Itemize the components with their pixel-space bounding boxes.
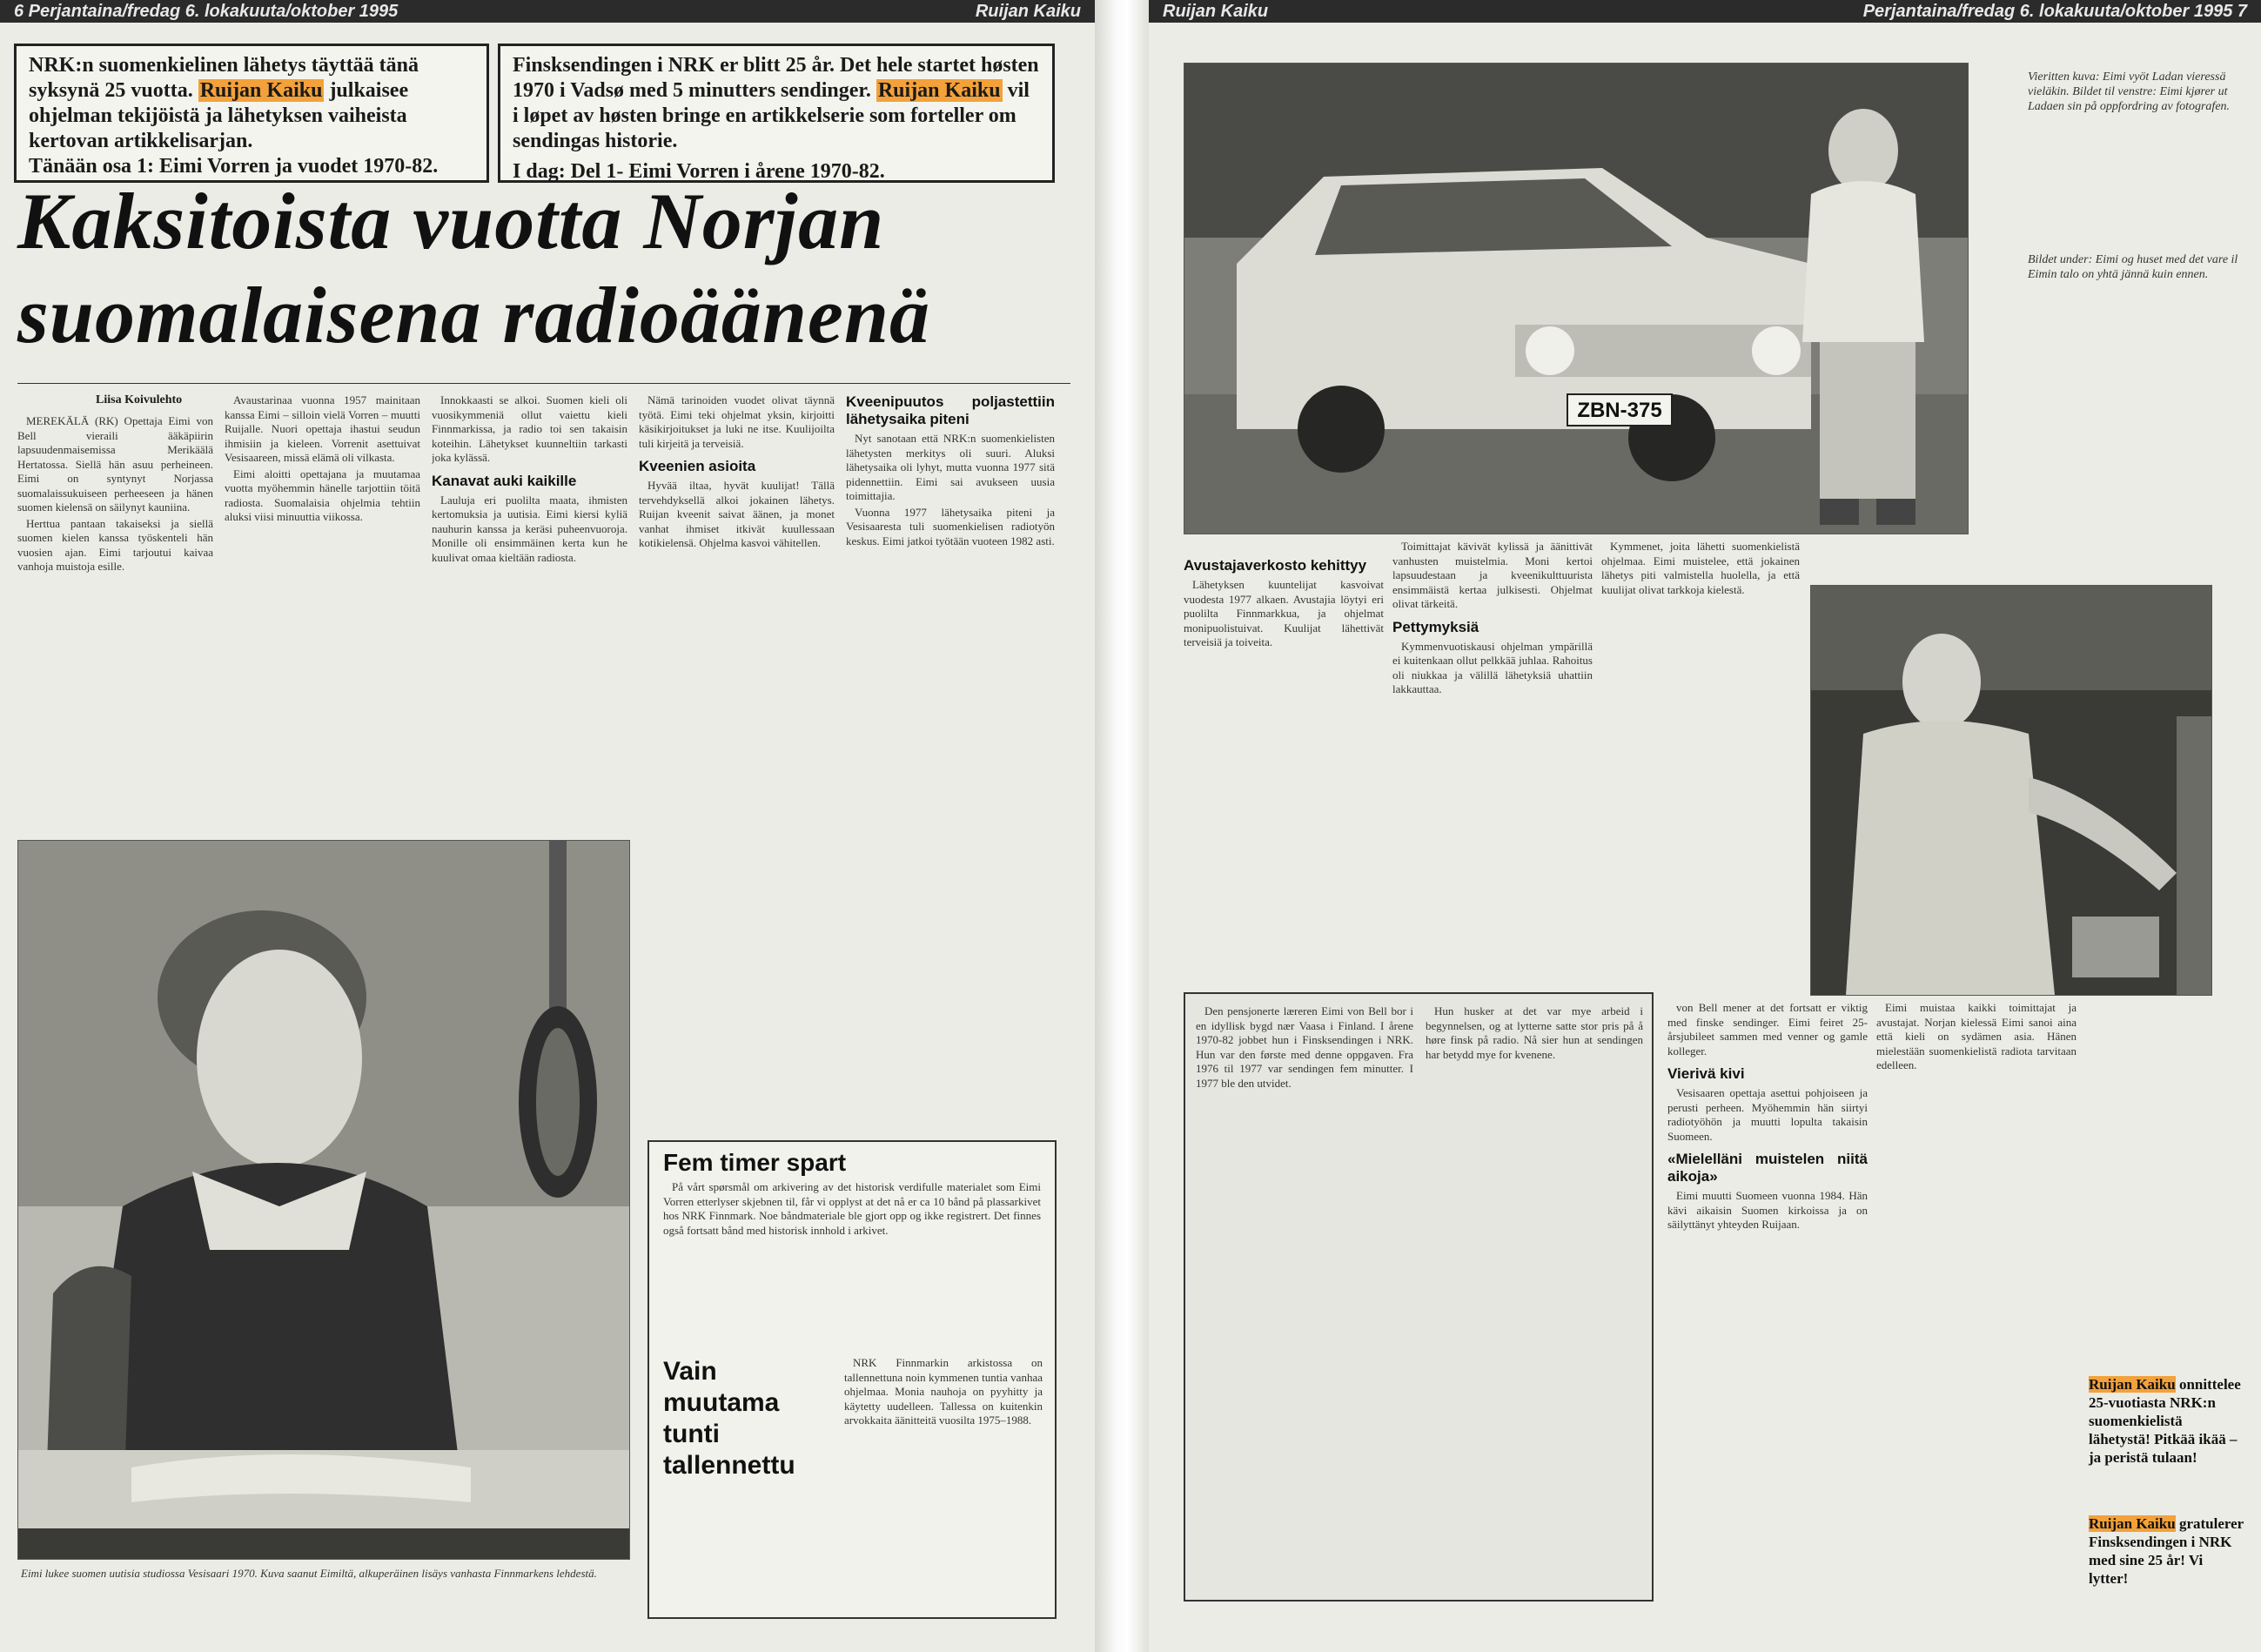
summary-paragraph: Den pensjonerte læreren Eimi von Bell bor i en idyllisk bygd nær Vaasa i Finland. I årene 1970-82 jobbet hun i Finsksendingen i NRK. Hun var den første med denne oppgaven. Fra 1976 til 1977 var sendingen fem minutter. I 1977 ble den utvidet. xyxy=(1196,1004,1413,1090)
right-column-5 xyxy=(1876,1001,2076,1610)
intro-box-norwegian xyxy=(498,44,1055,183)
woman-at-house-image xyxy=(1811,586,2211,995)
article-column-4 xyxy=(639,393,835,1116)
congrats-finnish xyxy=(2089,1375,2245,1467)
article-column-3 xyxy=(432,393,627,823)
article-paragraph: Herttua pantaan takaiseksi ja siellä suomen kielen kanssa työskenteli hän vuosien ajan. Eimi tarjoutui kaivaa vanhoja muistoja esille. xyxy=(17,516,213,573)
summary-box-column-1 xyxy=(1196,1004,1413,1588)
article-paragraph: von Bell mener at det fortsatt er viktig med finske sendinger. Eimi feiret 25-årsjubileet sammen med venner og gamle kolleger. xyxy=(1667,1001,1868,1058)
intro-fi-text-2: julkaisee ohjelman tekijöistä ja lähetyksen vaiheista kertovan artikkelisarjan. xyxy=(29,79,409,152)
norwegian-summary-box xyxy=(1184,992,1654,1602)
article-paragraph: Vuonna 1977 lähetysaika piteni ja Vesisaaresta tuli suomenkielisen radiotyön keskus. Eimi jatkoi työtään vuoteen 1982 asti. xyxy=(846,505,1055,547)
subheading: Kveenipuutos poljastettiin lähetysaika piteni xyxy=(846,393,1055,427)
side-box-body xyxy=(649,1180,1055,1346)
article-paragraph: Eimi muistaa kaikki toimittajat ja avustajat. Norjan kielessä Eimi sanoi aina että kieli on sydämen asia. Hänen mielestään suomenkielistä radiota tarvitaan edelleen. xyxy=(1876,1001,2076,1071)
congrats-no-brand: Ruijan Kaiku xyxy=(2089,1515,2176,1532)
headline-line-1: Kaksitoista vuotta Norjan xyxy=(17,177,885,265)
subheading: «Mielelläni muistelen niitä aikoja» xyxy=(1667,1151,1868,1185)
right-column-2 xyxy=(1392,540,1593,992)
right-page xyxy=(1149,0,2261,1652)
left-running-head xyxy=(0,0,1095,23)
side-box xyxy=(647,1140,1057,1619)
subheading: Pettymyksiä xyxy=(1392,618,1479,635)
article-paragraph: Lauluja eri puolilta maata, ihmisten kertomuksia ja uutisia. Eimi kiersi kyliä nauhurin kanssa ja keräsi puheenvuoroja. Monille oli ensimmäinen kerta kun he kuulivat omaa kieltään radiosta. xyxy=(432,493,627,564)
intro-no-today: I dag: Del 1- Eimi Vorren i årene 1970-82. xyxy=(513,160,885,183)
headline xyxy=(17,174,1079,362)
article-column-2 xyxy=(225,393,420,823)
photo-caption: Eimi lukee suomen uutisia studiossa Vesisaari 1970. Kuva saanut Eimiltä, alkuperäinen lisäys vanhasta Finnmarkens lehdestä. xyxy=(21,1567,597,1580)
right-column-4 xyxy=(1667,1001,1868,1610)
right-running-head xyxy=(1149,0,2261,23)
article-paragraph: Kymmenvuotiskausi ohjelman ympärillä ei kuitenkaan ollut pelkkää juhlaa. Rahoitus oli niukkaa ja välillä lähetyksiä uhattiin lakkauttaa. xyxy=(1392,639,1593,695)
right-running-head-date: Perjantaina/fredag 6. lokakuuta/oktober 1995 7 xyxy=(1862,2,2247,21)
side-box-title: Fem timer spart xyxy=(663,1149,847,1176)
article-paragraph: Hyvää iltaa, hyvät kuulijat! Tällä tervehdyksellä alkoi jokainen lähetys. Ruijan kveenit saivat äänen, ja monet vanhat ihmiset itkivät kuullessaan kotikielensä. Ohjelma kasvoi vähitellen. xyxy=(639,479,835,549)
top-caption-2: Bildet under: Eimi og huset med det vare il Eimin talo on yhtä jännä kuin ennen. xyxy=(2028,253,2238,281)
congrats-fi-brand: Ruijan Kaiku xyxy=(2089,1376,2176,1393)
subheading: Avustajaverkosto kehittyy xyxy=(1184,557,1367,574)
article-paragraph: Innokkaasti se alkoi. Suomen kieli oli vuosikymmeniä ollut vaiettu kieli Finnmarkissa, ja radio toi sen takaisin koteihin. Lähetykset kuunneltiin tarkasti joka kylässä. xyxy=(432,393,627,464)
article-paragraph: Avaustarinaa vuonna 1957 mainitaan kanssa Eimi – silloin vielä Vorren – muutti Ruijalle. Nuori opettaja ihastui seudun ihmisiin ja kieleen. Vorrenit asettuivat Vesisaareen, missä elämä oli vilkasta. xyxy=(225,393,420,464)
article-paragraph: MEREKÄLÄ (RK) Opettaja Eimi von Bell vieraili ääkäpiirin lapsuudenmaisemissa Merikäälä Hertatossa. Siellä hän asuu perheineen. Eimi on syntynyt Norjassa suomalaissukuiseen perheeseen ja hänen suomen kielensä on säilynyt kauniina. xyxy=(17,414,213,514)
side-box-paragraph: NRK Finnmarkin arkistossa on tallennettuna noin kymmenen tuntia vanhaa ohjelmaa. Monia nauhoja on pyyhitty ja käytetty uudelleen. Tallessa on kuitenkin arvokkaita äänitteitä vuosilta 1975–1988. xyxy=(844,1356,1043,1427)
studio-photo xyxy=(17,840,630,1560)
article-paragraph: Kymmenet, joita lähetti suomenkielistä ohjelmaa. Eimi muistelee, että jokainen lähetys piti valmistella huolella, ja että kuulijat olivat tarkkoja kielestä. xyxy=(1601,540,1800,596)
left-running-head-brand: Ruijan Kaiku xyxy=(975,2,1081,21)
article-column-5 xyxy=(846,393,1055,1116)
left-running-head-date: 6 Perjantaina/fredag 6. lokakuuta/oktober 1995 xyxy=(14,2,399,21)
article-paragraph: Nämä tarinoiden vuodet olivat täynnä työtä. Eimi teki ohjelmat yksin, kirjoitti käsikirjoitukset ja luki ne itse. Kuulijoilta tuli kirjeitä ja terveisiä. xyxy=(639,393,835,450)
subheading: Kveenien asioita xyxy=(639,458,756,474)
headline-rule xyxy=(17,383,1070,384)
summary-box-column-2 xyxy=(1426,1004,1643,1588)
right-running-head-brand: Ruijan Kaiku xyxy=(1163,2,1269,21)
article-column-1 xyxy=(17,414,213,823)
right-column-3 xyxy=(1601,540,1800,992)
right-column-1 xyxy=(1184,557,1384,992)
congrats-fi-text: onnittelee 25-vuotiasta NRK:n suomenkielistä lähetystä! Pitkää ikää – ja peristä tulaan! xyxy=(2089,1376,2241,1466)
intro-no-brand: Ruijan Kaiku xyxy=(877,79,1001,102)
intro-fi-today: Tänään osa 1: Eimi Vorren ja vuodet 1970-82. xyxy=(29,155,439,178)
summary-paragraph: Hun husker at det var mye arbeid i begynnelsen, og at lytterne satte stor pris på å høre finsk på radio. Nå sier hun at sendingen har betydd mye for kvenene. xyxy=(1426,1004,1643,1061)
woman-with-car-image xyxy=(1184,64,1968,534)
car-photo xyxy=(1184,63,1969,534)
spine-gutter xyxy=(1095,0,1149,1652)
subheading: Vierivä kivi xyxy=(1667,1065,1745,1082)
house-photo xyxy=(1810,585,2212,996)
side-box-paragraph: På vårt spørsmål om arkivering av det historisk verdifulle materialet som Eimi Vorren etterlyser skjebnen til, får vi opplyst at det nå er ca 10 bånd på plassarkivet hos NRK Finnmark. Noe båndmateriale ble gjort opp og ikke registrert. Det finnes også fortsatt bånd med historisk innhold i arkivet. xyxy=(663,1180,1041,1237)
congrats-no-text: gratulerer Finsksendingen i NRK med sine 25 år! Vi lytter! xyxy=(2089,1515,2244,1587)
article-paragraph: Vesisaaren opettaja asettui pohjoiseen ja perusti perheen. Myöhemmin hän siirtyi radiotyöhön ja muutti lopulta takaisin Suomeen. xyxy=(1667,1086,1868,1143)
intro-fi-brand: Ruijan Kaiku xyxy=(199,79,323,102)
side-box-subtitle: Vain muutama tunti tallennettu xyxy=(663,1357,795,1480)
top-caption-1: Vieritten kuva: Eimi vyöt Ladan vieressä vieläkin. Bildet til venstre: Eimi kjører ut Ladaen sin på oppfordring av fotografen. xyxy=(2028,71,2231,113)
article-paragraph: Toimittajat kävivät kylissä ja äänittivät vanhusten muistelmia. Moni kertoi lapsuudestaan ja kveenikulttuurista ensimmäistä kertaa julkisesti. Ohjelmat olivat tärkeitä. xyxy=(1392,540,1593,610)
license-plate: ZBN-375 xyxy=(1577,399,1662,422)
article-paragraph: Eimi muutti Suomeen vuonna 1984. Hän kävi aikaisin Suomen kirkoissa ja on säilyttänyt yhteyden Ruijaan. xyxy=(1667,1189,1868,1231)
byline: Liisa Koivulehto xyxy=(96,393,183,406)
congrats-norwegian xyxy=(2089,1514,2245,1588)
headline-line-2: suomalaisena radioäänenä xyxy=(17,271,930,359)
intro-box-finnish xyxy=(14,44,489,183)
woman-at-studio-image xyxy=(18,841,629,1559)
article-paragraph: Nyt sanotaan että NRK:n suomenkielisten lähetysten merkitys oli suuri. Aluksi lähetysaika oli lyhyt, mutta vuonna 1977 sitä pidennettiin. Eimi sai avukseen uusia toimittajia. xyxy=(846,432,1055,502)
left-page xyxy=(0,0,1095,1652)
intro-no-text-2: vil i løpet av høsten bringe en artikkelserie som forteller om sendingas historie. xyxy=(513,79,1030,152)
intro-no-text: Finsksendingen i NRK er blitt 25 år. Det hele startet høsten 1970 i Vadsø med 5 minutters sendinger. xyxy=(513,54,1039,102)
article-paragraph: Eimi aloitti opettajana ja muutamaa vuotta myöhemmin hänelle tarjottiin töitä radiosta. Suomalaisia ohjelmia tehtiin aluksi viisi minuuttia viikossa. xyxy=(225,467,420,523)
side-box-sub-body xyxy=(844,1356,1043,1608)
subheading: Kanavat auki kaikille xyxy=(432,472,577,489)
article-paragraph: Lähetyksen kuuntelijat kasvoivat vuodesta 1977 alkaen. Avustajia löytyi eri puolilta Finnmarkkua, ja ohjelmat monipuolistuivat. Kuulijat lähettivät terveisiä ja toiveita. xyxy=(1184,578,1384,648)
intro-fi-text: NRK:n suomenkielinen lähetys täyttää tänä syksynä 25 vuotta. xyxy=(29,54,419,102)
